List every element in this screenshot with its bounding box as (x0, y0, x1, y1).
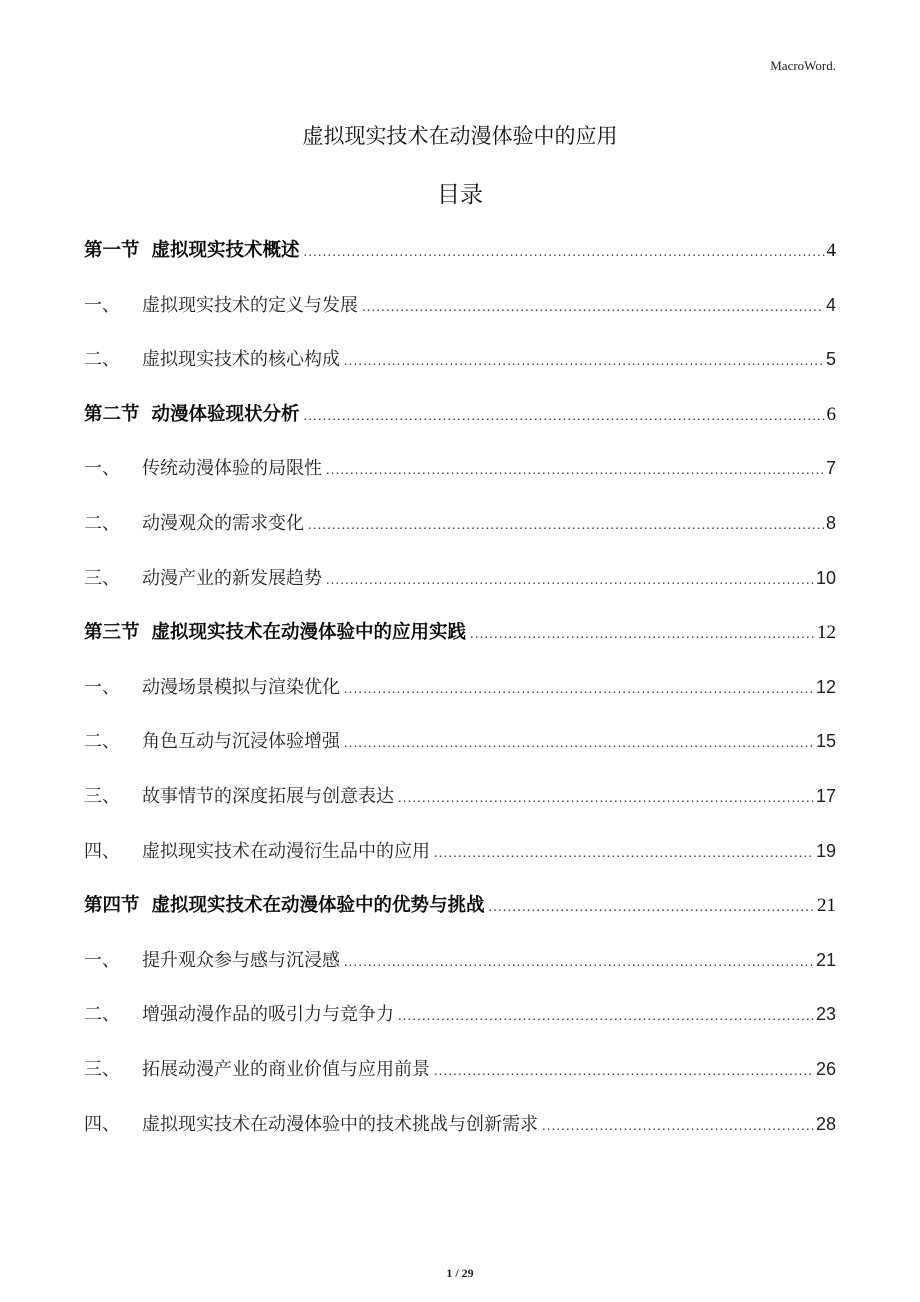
toc-entry-page: 15 (815, 731, 836, 752)
toc-entry-number: 三、 (84, 567, 120, 589)
toc-leader-dots (304, 245, 825, 261)
toc-heading: 目录 (437, 182, 483, 208)
toc-leader-dots (434, 1064, 814, 1080)
page-indicator: 1 / 29 (446, 1266, 474, 1280)
toc-leader-dots (470, 627, 815, 643)
toc-leader-dots (326, 573, 814, 589)
toc-entry-page: 5 (825, 349, 836, 370)
toc-entry-page: 23 (815, 1004, 836, 1025)
toc-entry-number: 第三节 (84, 622, 140, 644)
toc-entry-text: 动漫场景模拟与渲染优化 (142, 676, 340, 698)
toc-entry-page: 7 (825, 458, 836, 479)
toc-entry-page: 6 (826, 403, 836, 425)
toc-entry-section-4[interactable] (84, 891, 836, 946)
toc-entry-number: 三、 (84, 1058, 120, 1080)
table-of-contents (84, 236, 836, 1164)
toc-leader-dots (344, 682, 814, 698)
document-title: 虚拟现实技术在动漫体验中的应用 (302, 124, 618, 148)
toc-entry-number: 一、 (84, 458, 120, 480)
toc-entry-text: 故事情节的深度拓展与创意表达 (142, 785, 394, 807)
toc-entry-text: 拓展动漫产业的商业价值与应用前景 (142, 1058, 430, 1080)
toc-entry-sub[interactable] (84, 345, 836, 400)
toc-leader-dots (542, 1119, 814, 1135)
toc-entry-text: 虚拟现实技术在动漫衍生品中的应用 (142, 840, 430, 862)
toc-entry-text: 动漫体验现状分析 (151, 403, 300, 425)
toc-entry-text: 角色互动与沉浸体验增强 (142, 731, 340, 753)
toc-entry-text: 动漫产业的新发展趋势 (142, 567, 322, 589)
toc-leader-dots (344, 736, 814, 752)
toc-entry-page: 4 (826, 240, 836, 261)
toc-entry-sub[interactable] (84, 1055, 836, 1110)
toc-entry-text: 动漫观众的需求变化 (142, 512, 304, 534)
toc-entry-number: 第二节 (84, 403, 140, 425)
toc-entry-number: 四、 (84, 840, 120, 862)
toc-leader-dots (362, 300, 824, 316)
toc-entry-number: 第一节 (84, 240, 140, 261)
toc-entry-number: 二、 (84, 349, 120, 371)
toc-leader-dots (434, 846, 814, 862)
toc-leader-dots (489, 900, 815, 916)
toc-leader-dots (344, 354, 824, 370)
toc-entry-sub[interactable] (84, 454, 836, 509)
toc-entry-number: 一、 (84, 294, 120, 316)
toc-entry-page: 12 (817, 622, 836, 644)
toc-entry-sub[interactable] (84, 1110, 836, 1165)
toc-entry-text: 虚拟现实技术在动漫体验中的优势与挑战 (151, 895, 485, 917)
toc-leader-dots (344, 955, 814, 971)
toc-entry-page: 17 (815, 785, 836, 806)
toc-entry-text: 虚拟现实技术的核心构成 (142, 349, 340, 371)
toc-entry-number: 二、 (84, 731, 120, 753)
toc-entry-section-2[interactable] (84, 400, 836, 455)
header-brand: MacroWord. (770, 58, 836, 73)
toc-entry-page: 28 (815, 1113, 836, 1134)
toc-entry-text: 增强动漫作品的吸引力与竞争力 (142, 1004, 394, 1026)
toc-entry-number: 一、 (84, 949, 120, 971)
toc-entry-page: 4 (825, 294, 836, 315)
toc-entry-sub[interactable] (84, 673, 836, 728)
toc-entry-page: 26 (815, 1058, 836, 1079)
toc-leader-dots (304, 409, 825, 425)
toc-entry-sub[interactable] (84, 564, 836, 619)
toc-leader-dots (308, 518, 824, 534)
toc-entry-number: 四、 (84, 1113, 120, 1135)
toc-entry-number: 一、 (84, 676, 120, 698)
toc-entry-text: 传统动漫体验的局限性 (142, 458, 322, 480)
toc-entry-number: 二、 (84, 1004, 120, 1026)
toc-entry-sub[interactable] (84, 509, 836, 564)
toc-entry-number: 第四节 (84, 895, 140, 917)
toc-entry-page: 12 (815, 676, 836, 697)
toc-entry-section-3[interactable] (84, 618, 836, 673)
toc-entry-sub[interactable] (84, 1000, 836, 1055)
toc-entry-sub[interactable] (84, 782, 836, 837)
toc-leader-dots (326, 463, 824, 479)
toc-entry-number: 三、 (84, 785, 120, 807)
toc-entry-text: 提升观众参与感与沉浸感 (142, 949, 340, 971)
toc-entry-page: 21 (817, 895, 836, 917)
toc-entry-page: 21 (815, 949, 836, 970)
toc-entry-sub[interactable] (84, 727, 836, 782)
toc-entry-text: 虚拟现实技术的定义与发展 (142, 294, 358, 316)
toc-entry-sub[interactable] (84, 291, 836, 346)
toc-entry-page: 8 (825, 512, 836, 533)
toc-entry-text: 虚拟现实技术在动漫体验中的技术挑战与创新需求 (142, 1113, 538, 1135)
toc-entry-number: 二、 (84, 512, 120, 534)
toc-entry-sub[interactable] (84, 837, 836, 892)
toc-entry-section-1[interactable] (84, 236, 836, 291)
toc-leader-dots (398, 1009, 814, 1025)
toc-entry-page: 10 (815, 567, 836, 588)
toc-entry-text: 虚拟现实技术在动漫体验中的应用实践 (151, 622, 467, 644)
toc-entry-text: 虚拟现实技术概述 (151, 240, 300, 261)
toc-entry-page: 19 (815, 840, 836, 861)
toc-leader-dots (398, 791, 814, 807)
toc-entry-sub[interactable] (84, 946, 836, 1001)
